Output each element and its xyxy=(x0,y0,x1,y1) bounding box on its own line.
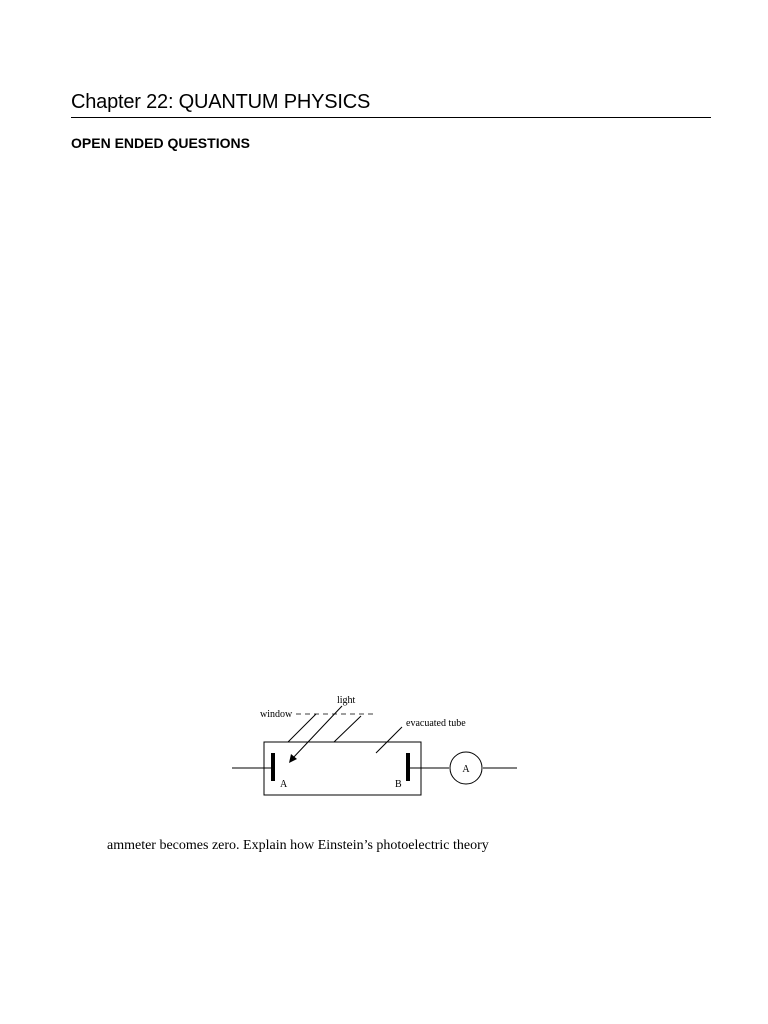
window-label: window xyxy=(260,709,293,720)
chapter-title: Chapter 22: QUANTUM PHYSICS xyxy=(71,91,371,113)
ammeter-label: A xyxy=(462,764,470,775)
photoelectric-diagram xyxy=(228,690,520,802)
electrode-plate-a xyxy=(271,753,275,781)
light-label: light xyxy=(337,695,356,706)
section-heading: OPEN ENDED QUESTIONS xyxy=(71,135,250,151)
title-underline xyxy=(71,117,711,118)
question-text-line: ammeter becomes zero. Explain how Einstein’s photoelectric theory xyxy=(107,838,489,853)
electrode-a-label: A xyxy=(280,779,288,790)
window-right-edge xyxy=(334,716,361,742)
evacuated-tube-pointer xyxy=(376,727,402,753)
electrode-plate-b xyxy=(406,753,410,781)
electrode-b-label: B xyxy=(395,779,402,790)
evacuated-tube-label: evacuated tube xyxy=(406,718,466,729)
